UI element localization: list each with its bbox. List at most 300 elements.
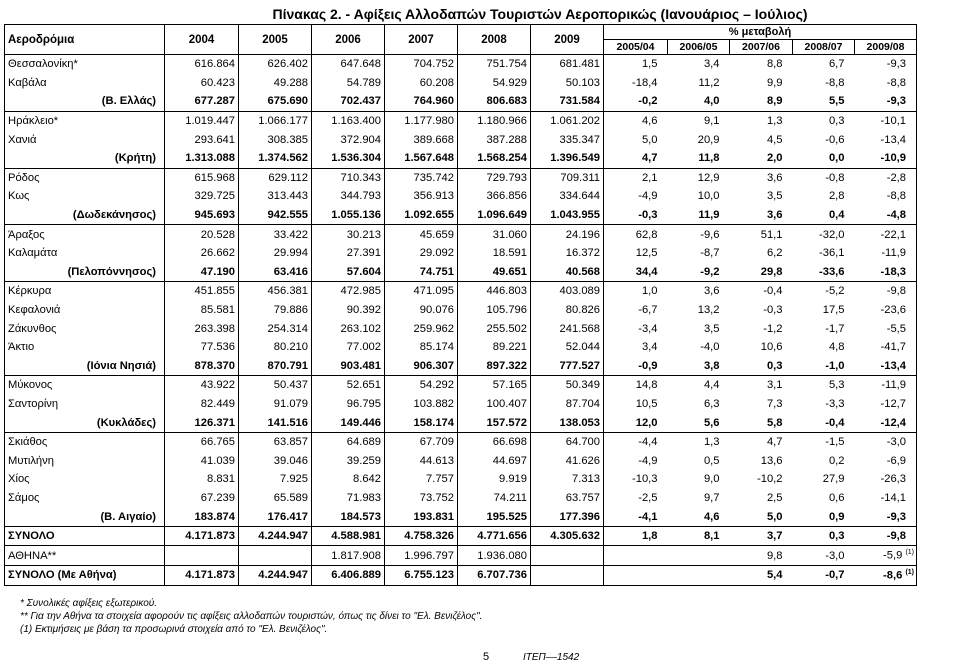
table-row	[5, 338, 917, 357]
change-value	[855, 470, 917, 489]
change-text: 4,0	[703, 95, 720, 108]
arrivals-value: 85.581	[165, 301, 239, 320]
change-text: -1,0	[825, 359, 845, 372]
airport-name: Κεφαλονιά	[5, 301, 165, 320]
change-value	[855, 357, 917, 376]
change-value	[730, 566, 793, 586]
arrivals-value: 7.757	[385, 470, 458, 489]
arrivals-value: 446.803	[458, 282, 531, 301]
arrivals-value	[531, 546, 604, 566]
arrivals-value: 41.039	[165, 451, 239, 470]
arrivals-value: 31.060	[458, 225, 531, 244]
change-text: -3,0	[886, 436, 906, 449]
airport-name: Χίος	[5, 470, 165, 489]
change-value	[668, 206, 730, 225]
change-text: -8,8	[886, 76, 906, 89]
change-text: -9,2	[700, 265, 720, 278]
arrivals-value: 1.092.655	[385, 206, 458, 225]
change-value	[730, 55, 793, 74]
change-value	[668, 489, 730, 508]
arrivals-value: 64.700	[531, 432, 604, 451]
change-value	[668, 301, 730, 320]
change-value	[730, 546, 793, 566]
change-text: 29,8	[760, 265, 783, 278]
table-row	[5, 357, 917, 376]
arrivals-value: 1.567.648	[385, 149, 458, 168]
arrivals-value: 451.855	[165, 282, 239, 301]
change-text: -11,9	[881, 379, 906, 392]
arrivals-value: 74.211	[458, 489, 531, 508]
change-value	[793, 263, 855, 282]
change-text: 14,8	[635, 379, 658, 392]
change-text: 3,8	[703, 359, 720, 372]
change-text: 0,3	[828, 115, 845, 128]
arrivals-value: 293.641	[165, 130, 239, 149]
table-row	[5, 395, 917, 414]
change-value	[730, 413, 793, 432]
arrivals-value: 80.826	[531, 301, 604, 320]
arrivals-value: 629.112	[239, 168, 312, 187]
arrivals-value: 87.704	[531, 395, 604, 414]
arrivals-value: 356.913	[385, 187, 458, 206]
change-text: -10,9	[880, 152, 906, 165]
table-row	[5, 55, 917, 74]
change-text: 2,0	[766, 152, 783, 165]
arrivals-value: 647.648	[312, 55, 385, 74]
change-text: -2,8	[886, 171, 906, 184]
arrivals-value: 1.568.254	[458, 149, 531, 168]
arrivals-value: 89.221	[458, 338, 531, 357]
arrivals-value: 50.437	[239, 376, 312, 395]
change-value	[793, 526, 855, 546]
change-text: -9,6	[700, 228, 720, 241]
table-row	[5, 263, 917, 282]
change-text: 1,8	[641, 530, 658, 543]
arrivals-value: 1.536.304	[312, 149, 385, 168]
arrivals-value: 704.752	[385, 55, 458, 74]
airport-name: Ρόδος	[5, 168, 165, 187]
arrivals-value: 27.391	[312, 244, 385, 263]
change-text: -0,4	[825, 416, 845, 429]
arrivals-value: 91.079	[239, 395, 312, 414]
change-value	[793, 566, 855, 586]
change-value	[604, 282, 668, 301]
change-text: -0,6	[825, 133, 845, 146]
change-value	[855, 149, 917, 168]
arrivals-value: 334.644	[531, 187, 604, 206]
change-value	[604, 168, 668, 187]
arrivals-value: 751.754	[458, 55, 531, 74]
change-value	[730, 149, 793, 168]
arrivals-value: 387.288	[458, 130, 531, 149]
change-text: -4,9	[638, 190, 658, 203]
year-header: 2004	[165, 25, 239, 55]
arrivals-value: 57.165	[458, 376, 531, 395]
arrivals-value: 60.423	[165, 74, 239, 93]
change-value	[793, 130, 855, 149]
change-value	[793, 92, 855, 111]
arrivals-value: 472.985	[312, 282, 385, 301]
change-value	[604, 92, 668, 111]
arrivals-value: 1.180.966	[458, 111, 531, 130]
table-row	[5, 566, 917, 586]
arrivals-value: 626.402	[239, 55, 312, 74]
arrivals-value: 403.089	[531, 282, 604, 301]
change-text: -36,1	[819, 247, 845, 260]
change-text: 4,6	[703, 510, 720, 523]
change-text: 3,7	[766, 530, 783, 543]
change-value	[668, 130, 730, 149]
airport-name: Σκιάθος	[5, 432, 165, 451]
change-value	[730, 432, 793, 451]
change-text: -26,3	[880, 473, 906, 486]
change-value	[793, 319, 855, 338]
change-text: -0,7	[825, 569, 845, 582]
change-value	[855, 92, 917, 111]
change-text: -1,5	[825, 436, 845, 449]
change-value	[730, 206, 793, 225]
airport-name: (Κυκλάδες)	[5, 413, 165, 432]
table-body	[5, 55, 917, 586]
change-value	[730, 74, 793, 93]
change-value	[604, 376, 668, 395]
change-text: 3,6	[703, 285, 720, 298]
change-text: 5,6	[703, 416, 720, 429]
change-text: 5,0	[641, 133, 658, 146]
change-text: 3,5	[766, 190, 783, 203]
arrivals-value: 57.604	[312, 263, 385, 282]
change-text: 10,6	[760, 341, 783, 354]
arrivals-value	[531, 566, 604, 586]
arrivals-value	[165, 546, 239, 566]
arrivals-value: 193.831	[385, 507, 458, 526]
change-text: -9,3	[886, 510, 906, 523]
arrivals-value: 16.372	[531, 244, 604, 263]
change-value	[855, 55, 917, 74]
change-value	[668, 55, 730, 74]
arrivals-value: 313.443	[239, 187, 312, 206]
change-text: 4,7	[766, 436, 783, 449]
arrivals-value: 710.343	[312, 168, 385, 187]
arrivals-value: 4.171.873	[165, 566, 239, 586]
arrivals-value: 615.968	[165, 168, 239, 187]
change-value	[855, 301, 917, 320]
arrivals-value: 100.407	[458, 395, 531, 414]
airport-name: Καλαμάτα	[5, 244, 165, 263]
change-value	[668, 357, 730, 376]
change-text: -33,6	[819, 265, 845, 278]
change-text: 0,4	[828, 209, 845, 222]
change-value	[668, 149, 730, 168]
table-row	[5, 489, 917, 508]
change-value	[793, 282, 855, 301]
change-value	[730, 111, 793, 130]
arrivals-value: 4.244.947	[239, 526, 312, 546]
change-value	[855, 451, 917, 470]
arrivals-value: 65.589	[239, 489, 312, 508]
change-text: 0,6	[828, 491, 845, 504]
airport-name: Χανιά	[5, 130, 165, 149]
change-text: -18,3	[880, 265, 906, 278]
arrivals-value: 456.381	[239, 282, 312, 301]
change-value	[604, 395, 668, 414]
change-value	[793, 432, 855, 451]
arrivals-value: 8.831	[165, 470, 239, 489]
arrivals-value: 254.314	[239, 319, 312, 338]
arrivals-value: 44.613	[385, 451, 458, 470]
arrivals-value: 90.392	[312, 301, 385, 320]
arrivals-value: 9.919	[458, 470, 531, 489]
change-value	[855, 566, 917, 586]
change-text: -13,4	[880, 359, 906, 372]
change-text: 6,3	[703, 397, 720, 410]
change-group-header: % μεταβολή	[604, 25, 917, 40]
arrivals-value: 52.651	[312, 376, 385, 395]
change-value	[668, 546, 730, 566]
change-text: -0,4	[763, 285, 783, 298]
change-value	[855, 244, 917, 263]
arrivals-value: 54.292	[385, 376, 458, 395]
change-value	[730, 376, 793, 395]
change-text: 12,0	[635, 416, 658, 429]
change-text: 13,6	[760, 454, 783, 467]
change-text: -8,8	[886, 190, 906, 203]
arrivals-value: 903.481	[312, 357, 385, 376]
change-value	[668, 526, 730, 546]
change-value	[730, 338, 793, 357]
change-value	[604, 357, 668, 376]
document-code: ΙΤΕΠ––1542	[523, 652, 580, 663]
change-value	[604, 470, 668, 489]
table-row	[5, 225, 917, 244]
table-row	[5, 74, 917, 93]
change-text: 2,8	[828, 190, 845, 203]
table-row	[5, 130, 917, 149]
change-value	[604, 432, 668, 451]
change-text: -0,9	[638, 359, 658, 372]
arrivals-value: 63.416	[239, 263, 312, 282]
change-text: 2,5	[766, 491, 783, 504]
arrivals-value: 82.449	[165, 395, 239, 414]
change-value	[855, 225, 917, 244]
table-row	[5, 319, 917, 338]
change-value	[793, 301, 855, 320]
change-text: 51,1	[760, 228, 783, 241]
airport-name: Κως	[5, 187, 165, 206]
change-value	[855, 546, 917, 566]
arrivals-value: 709.311	[531, 168, 604, 187]
change-value	[668, 263, 730, 282]
arrivals-value: 4.588.981	[312, 526, 385, 546]
airport-name: Σαντορίνη	[5, 395, 165, 414]
arrivals-value: 39.259	[312, 451, 385, 470]
arrivals-value: 7.313	[531, 470, 604, 489]
change-text: -6,9	[886, 454, 906, 467]
arrivals-value: 96.795	[312, 395, 385, 414]
change-value	[668, 168, 730, 187]
arrivals-table	[4, 24, 917, 586]
change-value	[604, 451, 668, 470]
change-text: 1,3	[766, 115, 783, 128]
change-header: 2005/04	[604, 40, 668, 55]
arrivals-value: 675.690	[239, 92, 312, 111]
year-header: 2007	[385, 25, 458, 55]
arrivals-value: 471.095	[385, 282, 458, 301]
arrivals-value: 4.244.947	[239, 566, 312, 586]
change-text: 3,6	[766, 209, 783, 222]
airport-name: (Πελοπόννησος)	[5, 263, 165, 282]
table-row	[5, 376, 917, 395]
change-text: -1,2	[763, 322, 783, 335]
change-text: -5,9	[883, 550, 903, 563]
arrivals-value: 731.584	[531, 92, 604, 111]
arrivals-value: 41.626	[531, 451, 604, 470]
arrivals-value: 30.213	[312, 225, 385, 244]
change-text: -11,9	[881, 247, 906, 260]
year-header: 2009	[531, 25, 604, 55]
table-row	[5, 507, 917, 526]
arrivals-value	[239, 546, 312, 566]
change-value	[668, 470, 730, 489]
table-row	[5, 413, 917, 432]
arrivals-value: 40.568	[531, 263, 604, 282]
change-value	[604, 546, 668, 566]
change-value	[793, 244, 855, 263]
change-value	[668, 413, 730, 432]
change-value	[730, 526, 793, 546]
arrivals-value: 20.528	[165, 225, 239, 244]
change-text: 17,5	[822, 304, 845, 317]
arrivals-value: 870.791	[239, 357, 312, 376]
change-value	[668, 338, 730, 357]
arrivals-value: 677.287	[165, 92, 239, 111]
change-value	[668, 432, 730, 451]
change-value	[730, 357, 793, 376]
change-value	[604, 413, 668, 432]
change-text: 1,0	[641, 285, 658, 298]
arrivals-value: 806.683	[458, 92, 531, 111]
arrivals-value: 184.573	[312, 507, 385, 526]
arrivals-value: 67.709	[385, 432, 458, 451]
change-value	[855, 376, 917, 395]
change-text: 0,5	[703, 454, 720, 467]
arrivals-value: 1.374.562	[239, 149, 312, 168]
change-value	[668, 507, 730, 526]
change-value	[668, 111, 730, 130]
table-row	[5, 451, 917, 470]
change-text: 11,9	[698, 209, 720, 222]
change-value	[793, 507, 855, 526]
change-text: -0,3	[638, 209, 658, 222]
arrivals-value: 47.190	[165, 263, 239, 282]
change-text: -14,1	[880, 491, 906, 504]
airport-name: Ηράκλειο*	[5, 111, 165, 130]
arrivals-value: 6.707.736	[458, 566, 531, 586]
arrivals-value: 138.053	[531, 413, 604, 432]
change-value	[793, 489, 855, 508]
arrivals-value: 1.096.649	[458, 206, 531, 225]
change-value	[855, 74, 917, 93]
change-value	[604, 206, 668, 225]
arrivals-value: 1.177.980	[385, 111, 458, 130]
change-text: -8,8	[825, 76, 845, 89]
arrivals-value: 176.417	[239, 507, 312, 526]
arrivals-value: 195.525	[458, 507, 531, 526]
arrivals-value: 1.817.908	[312, 546, 385, 566]
arrivals-value: 80.210	[239, 338, 312, 357]
table-row	[5, 546, 917, 566]
change-text: 10,0	[697, 190, 720, 203]
change-value	[604, 244, 668, 263]
arrivals-value: 50.103	[531, 74, 604, 93]
change-value	[730, 395, 793, 414]
table-row	[5, 206, 917, 225]
arrivals-value: 255.502	[458, 319, 531, 338]
arrivals-value: 777.527	[531, 357, 604, 376]
change-value	[793, 338, 855, 357]
change-text: 62,8	[635, 228, 658, 241]
change-text: 3,1	[766, 379, 783, 392]
arrivals-value: 1.936.080	[458, 546, 531, 566]
change-text: -10,1	[880, 115, 906, 128]
change-value	[604, 111, 668, 130]
change-text: -4,1	[638, 510, 658, 523]
change-value	[730, 470, 793, 489]
change-text: 9,7	[703, 491, 720, 504]
change-value	[793, 395, 855, 414]
arrivals-value: 18.591	[458, 244, 531, 263]
arrivals-value: 1.313.088	[165, 149, 239, 168]
change-value	[668, 282, 730, 301]
change-value	[855, 282, 917, 301]
change-value	[730, 187, 793, 206]
arrivals-value: 177.396	[531, 507, 604, 526]
arrivals-value: 105.796	[458, 301, 531, 320]
footnote-ref: (1)	[905, 568, 914, 576]
arrivals-value: 63.757	[531, 489, 604, 508]
change-value	[730, 282, 793, 301]
change-text: 12,5	[635, 247, 658, 260]
arrivals-value: 71.983	[312, 489, 385, 508]
change-text: -9,8	[886, 530, 906, 543]
arrivals-value: 33.422	[239, 225, 312, 244]
change-value	[730, 130, 793, 149]
arrivals-value: 26.662	[165, 244, 239, 263]
arrivals-value: 335.347	[531, 130, 604, 149]
change-text: -4,4	[638, 436, 658, 449]
change-text: 8,9	[766, 95, 783, 108]
arrivals-value: 63.857	[239, 432, 312, 451]
change-value	[855, 263, 917, 282]
change-value	[668, 451, 730, 470]
change-text: 9,9	[766, 76, 783, 89]
change-value	[668, 74, 730, 93]
table-row	[5, 187, 917, 206]
airport-name: Άκτιο	[5, 338, 165, 357]
arrivals-value: 39.046	[239, 451, 312, 470]
arrivals-value: 1.396.549	[531, 149, 604, 168]
change-text: -4,8	[886, 209, 906, 222]
table-row	[5, 92, 917, 111]
change-text: 34,4	[635, 265, 658, 278]
change-text: 0,3	[766, 359, 783, 372]
change-value	[855, 111, 917, 130]
arrivals-value: 141.516	[239, 413, 312, 432]
change-value	[668, 376, 730, 395]
arrivals-value: 372.904	[312, 130, 385, 149]
change-value	[730, 168, 793, 187]
change-value	[793, 376, 855, 395]
